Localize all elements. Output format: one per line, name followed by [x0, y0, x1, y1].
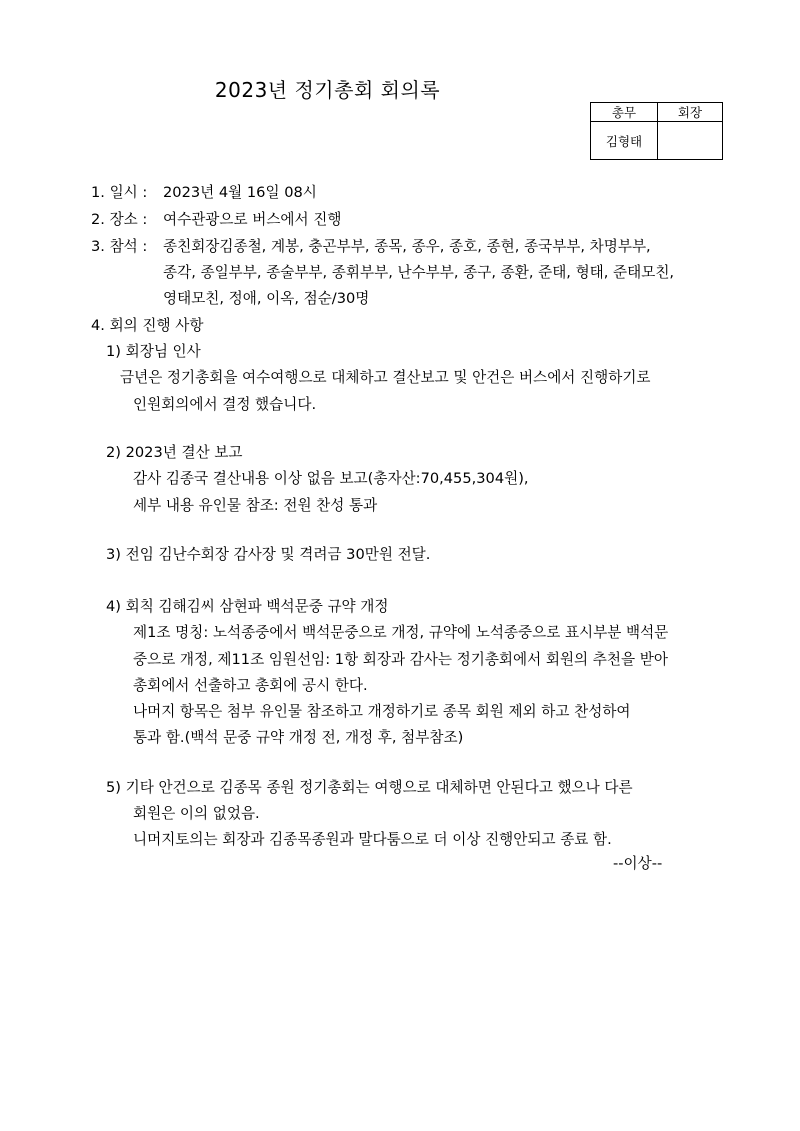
agenda-item-line: 회원은 이의 없었음.: [133, 805, 260, 822]
attendance-line: 영태모친, 정애, 이옥, 점순/30명: [163, 290, 370, 307]
agenda-item-line: 세부 내용 유인물 참조: 전원 찬성 통과: [133, 497, 378, 514]
closing-mark: --이상--: [613, 855, 663, 872]
agenda-item-line: 인원회의에서 결정 했습니다.: [133, 396, 317, 413]
agenda-item-line: 니머지토의는 회장과 김종목종원과 말다툼으로 더 이상 진행안되고 종료 함.: [133, 831, 612, 848]
agenda-item-line: 나머지 항목은 첨부 유인물 참조하고 개정하기로 종목 회원 제외 하고 찬성하여: [133, 703, 631, 720]
approval-header-secretary: 총무: [591, 103, 658, 122]
agenda-item-line: 감사 김종국 결산내용 이상 없음 보고(총자산:70,455,304원),: [133, 470, 529, 487]
agenda-item-heading: 5) 기타 안건으로 김종목 종원 정기총회는 여행으로 대체하면 안된다고 했으나 다른: [106, 779, 633, 796]
agenda-item-line: 중으로 개정, 제11조 임원선임: 1항 회장과 감사는 정기총회에서 회원의 추천을 받아: [133, 651, 668, 668]
agenda-item-heading: 1) 회장님 인사: [106, 343, 201, 360]
approval-signer-president: [658, 122, 723, 160]
agenda-item-line: 제1조 명칭: 노석종중에서 백석문중으로 개정, 규약에 노석종중으로 표시부분 백석문: [133, 624, 669, 641]
approval-header-president: 회장: [658, 103, 723, 122]
attendance-line: 종친회장김종철, 계봉, 충곤부부, 종목, 종우, 종호, 종현, 종국부부, 차명부부,: [163, 238, 651, 255]
attendance-line: 종각, 종일부부, 종술부부, 종휘부부, 난수부부, 종구, 종환, 준태, 형태, 준태모친,: [163, 264, 675, 281]
approval-table: [590, 102, 723, 160]
attendance-label: 3. 참석 :: [91, 238, 148, 255]
agenda-item-line: 통과 함.(백석 문중 규약 개정 전, 개정 후, 첨부참조): [133, 729, 464, 746]
date-label: 1. 일시 :: [91, 184, 148, 201]
document-title: 2023년 정기총회 회의록: [214, 78, 441, 102]
agenda-heading: 4. 회의 진행 사항: [91, 317, 204, 334]
agenda-item-heading: 2) 2023년 결산 보고: [106, 444, 243, 461]
agenda-item-heading: 3) 전임 김난수회장 감사장 및 격려금 30만원 전달.: [106, 546, 431, 563]
approval-signer-secretary: 김형태: [591, 122, 658, 160]
agenda-item-line: 금년은 정기총회을 여수여행으로 대체하고 결산보고 및 안건은 버스에서 진행하기로: [120, 369, 651, 386]
place-value: 여수관광으로 버스에서 진행: [163, 211, 342, 228]
date-value: 2023년 4월 16일 08시: [163, 184, 317, 201]
agenda-item-heading: 4) 회칙 김해김씨 삼현파 백석문중 규약 개정: [106, 598, 389, 615]
agenda-item-line: 총회에서 선출하고 총회에 공시 한다.: [133, 677, 368, 694]
place-label: 2. 장소 :: [91, 211, 148, 228]
